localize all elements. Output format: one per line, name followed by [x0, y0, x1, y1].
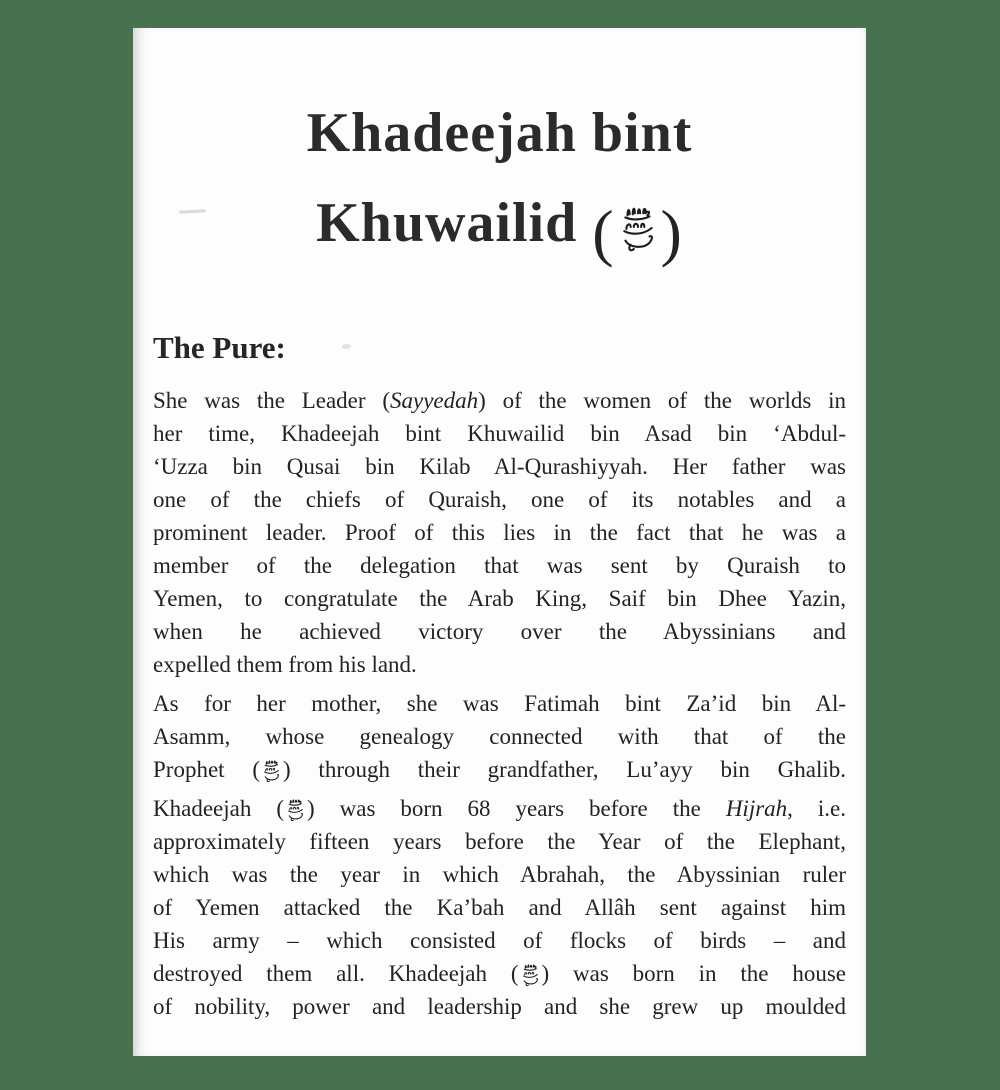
- scan-artifact: [342, 344, 351, 349]
- text-line: expelled them from his land.: [153, 652, 417, 677]
- paragraph: [153, 687, 846, 786]
- body-text: [153, 384, 846, 1023]
- text-line: Khadeejah ( ) was born 68 years before the Hijrah, i.e.: [153, 796, 846, 821]
- text-line: her time, Khadeejah bint Khuwailid bin Asad bin ‘Abdul-: [153, 421, 846, 446]
- text-line: of Yemen attacked the Ka’bah and Allâh sent against him: [153, 895, 846, 920]
- radi-allahu-anha-icon: [617, 203, 659, 253]
- text-line: destroyed them all. Khadeejah ( ) was born in the house: [153, 961, 846, 986]
- text-line: As for her mother, she was Fatimah bint Za’id bin Al-: [153, 691, 846, 716]
- book-page: [133, 28, 866, 1056]
- radi-allahu-anha-icon: [285, 797, 306, 822]
- page-title: [133, 28, 866, 278]
- italic-text: Hijrah: [725, 796, 788, 821]
- text-line: when he achieved victory over the Abyssinians and: [153, 619, 846, 644]
- title-line-1: Khadeejah bint: [306, 102, 693, 164]
- paragraph: [153, 792, 846, 1023]
- text-line: Prophet ( ) through their grandfather, Lu’ayy bin Ghalib.: [153, 757, 846, 782]
- paragraph: [153, 384, 846, 681]
- text-line: approximately fifteen years before the Year of the Elephant,: [153, 829, 846, 854]
- sallallahu-alayhi-wa-sallam-icon: [261, 758, 282, 783]
- text-line: prominent leader. Proof of this lies in the fact that he was a: [153, 520, 846, 545]
- text-line: Asamm, whose genealogy connected with that of the: [153, 724, 846, 749]
- text-line: His army – which consisted of flocks of birds – and: [153, 928, 846, 953]
- text-line: Yemen, to congratulate the Arab King, Saif bin Dhee Yazin,: [153, 586, 846, 611]
- radi-allahu-anha-icon: [520, 962, 541, 987]
- opening-paren: (: [592, 197, 615, 268]
- text-line: member of the delegation that was sent by Quraish to: [153, 553, 846, 578]
- text-line: which was the year in which Abrahah, the Abyssinian ruler: [153, 862, 846, 887]
- italic-text: Sayyedah: [390, 388, 479, 413]
- section-heading: The Pure:: [153, 330, 286, 365]
- title-line-2: Khuwailid ( ): [316, 192, 683, 268]
- text-line: She was the Leader (Sayyedah) of the women of the worlds in: [153, 388, 846, 413]
- text-line: ‘Uzza bin Qusai bin Kilab Al-Qurashiyyah. Her father was: [153, 454, 846, 479]
- closing-paren: ): [660, 197, 683, 268]
- radi-allahu-anha-icon: [615, 192, 661, 254]
- text-line: one of the chiefs of Quraish, one of its notables and a: [153, 487, 846, 512]
- text-line: of nobility, power and leadership and she grew up moulded: [153, 994, 846, 1019]
